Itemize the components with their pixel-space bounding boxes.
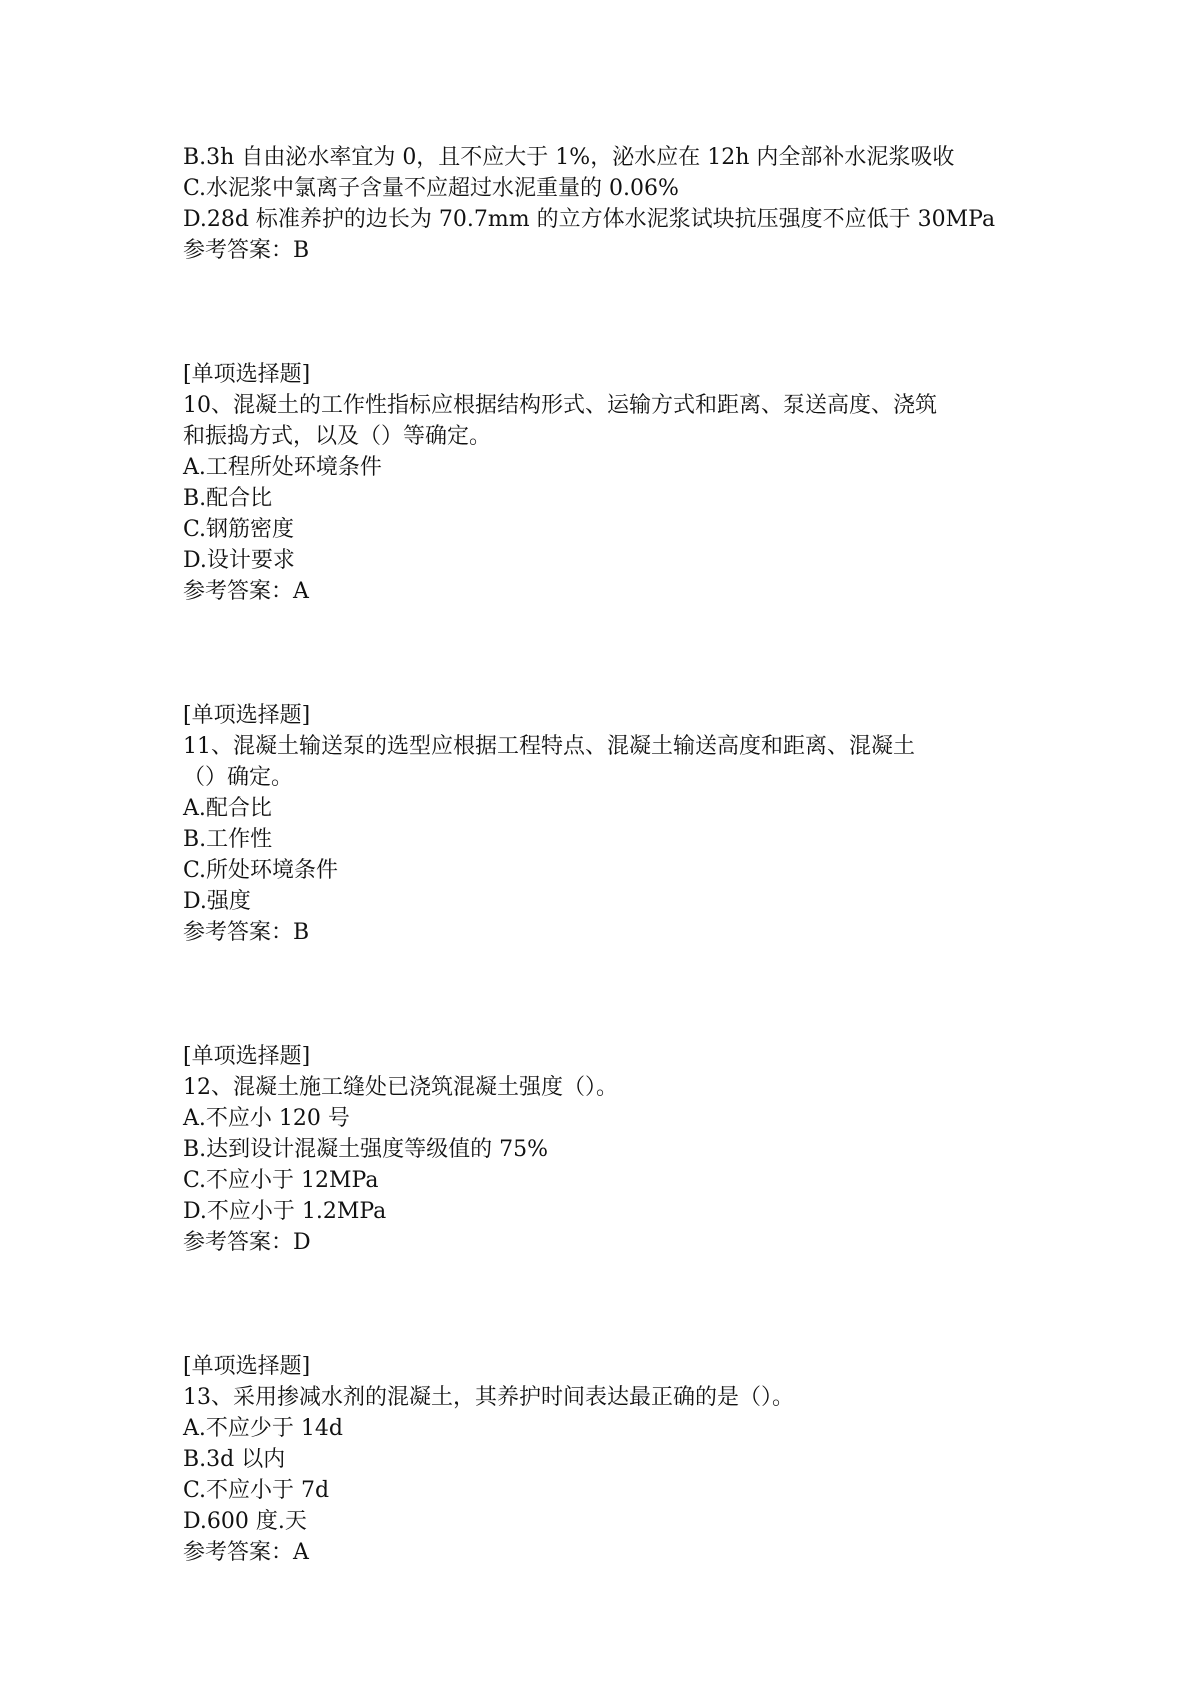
option-b: B.达到设计混凝土强度等级值的 75% [183, 1137, 549, 1162]
option-b: B.3h 自由泌水率宜为 0，且不应大于 1%，泌水应在 12h 内全部补水泥浆吸收 [183, 145, 955, 170]
answer: 参考答案：B [183, 920, 310, 945]
document-content [183, 142, 1023, 1568]
answer: 参考答案：B [183, 238, 310, 263]
question-type: [单项选择题] [183, 362, 311, 387]
option-d: D.强度 [183, 889, 251, 914]
option-a: A.工程所处环境条件 [183, 455, 382, 480]
question-11 [183, 700, 1023, 948]
option-a: A.配合比 [183, 796, 272, 821]
answer: 参考答案：D [183, 1230, 311, 1255]
option-a: A.不应小 120 号 [183, 1106, 350, 1131]
question-type: [单项选择题] [183, 703, 311, 728]
question-10 [183, 359, 1023, 607]
question-stem-line-2: 和振捣方式，以及（）等确定。 [183, 424, 492, 449]
option-c: C.钢筋密度 [183, 517, 295, 542]
answer: 参考答案：A [183, 579, 309, 604]
answer: 参考答案：A [183, 1540, 309, 1565]
option-a: A.不应少于 14d [183, 1416, 343, 1441]
question-12 [183, 1041, 1023, 1258]
option-b: B.3d 以内 [183, 1447, 286, 1472]
question-type: [单项选择题] [183, 1044, 311, 1069]
option-d: D.28d 标准养护的边长为 70.7mm 的立方体水泥浆试块抗压强度不应低于 30MPa [183, 207, 996, 232]
question-stem-line-1: 12、混凝土施工缝处已浇筑混凝土强度（）。 [183, 1075, 618, 1100]
question-fragment [183, 142, 1023, 266]
question-stem-line-1: 13、采用掺减水剂的混凝土，其养护时间表达最正确的是（）。 [183, 1385, 794, 1410]
option-b: B.工作性 [183, 827, 273, 852]
option-c: C.所处环境条件 [183, 858, 339, 883]
option-d: D.600 度.天 [183, 1509, 307, 1534]
question-stem-line-1: 10、混凝土的工作性指标应根据结构形式、运输方式和距离、泵送高度、浇筑 [183, 393, 937, 418]
option-c: C.不应小于 7d [183, 1478, 330, 1503]
option-b: B.配合比 [183, 486, 273, 511]
option-c: C.水泥浆中氯离子含量不应超过水泥重量的 0.06% [183, 176, 679, 201]
question-13 [183, 1351, 1023, 1568]
question-stem-line-1: 11、混凝土输送泵的选型应根据工程特点、混凝土输送高度和距离、混凝土 [183, 734, 915, 759]
question-type: [单项选择题] [183, 1354, 311, 1379]
option-d: D.不应小于 1.2MPa [183, 1199, 387, 1224]
option-c: C.不应小于 12MPa [183, 1168, 379, 1193]
question-stem-line-2: （）确定。 [183, 765, 294, 790]
option-d: D.设计要求 [183, 548, 295, 573]
